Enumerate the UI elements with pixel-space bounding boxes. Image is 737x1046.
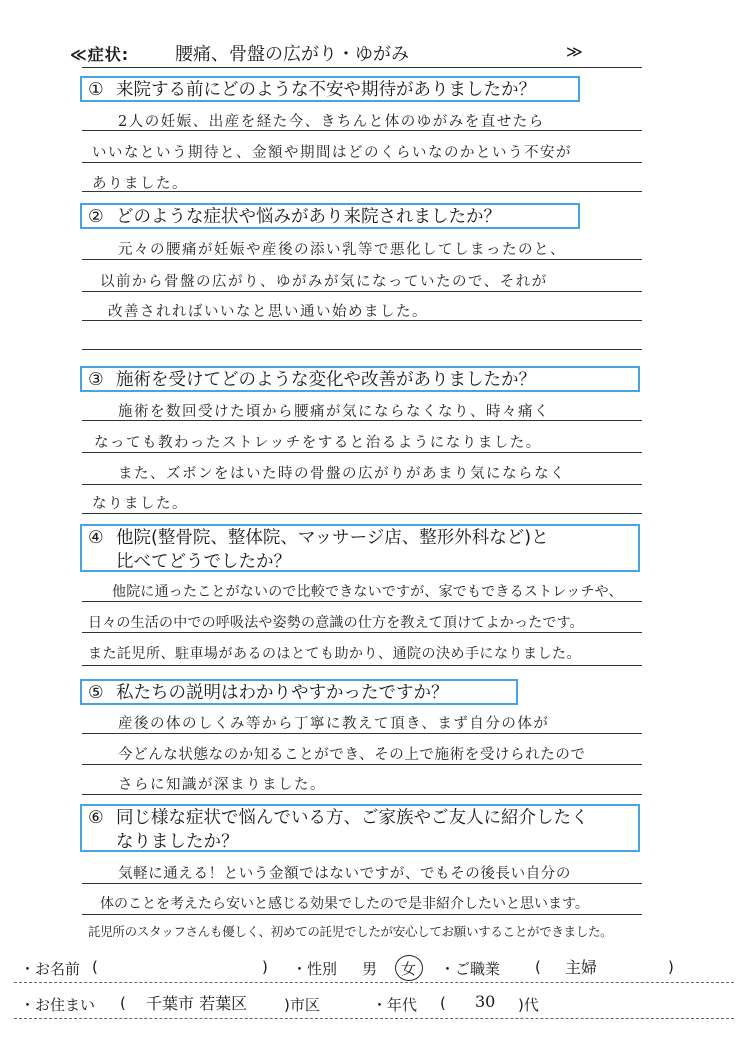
question-4-box	[80, 524, 640, 572]
ruled-line	[82, 513, 642, 514]
age-close-suffix: )代	[518, 996, 539, 1014]
question-2-number: ②	[88, 207, 104, 227]
ruled-line	[82, 320, 642, 321]
ruled-line	[82, 420, 642, 421]
question-4-number: ④	[88, 528, 104, 548]
question-1-text: 来院する前にどのような不安や期待がありましたか？	[116, 80, 536, 100]
name-close-paren: )	[262, 958, 268, 976]
answer-4-line-3: また託児所、駐車場があるのはとても助かり、通院の決め手になりました。	[88, 646, 581, 662]
name-label: ・お名前	[20, 960, 81, 978]
job-label: ・ご職業	[440, 960, 501, 978]
question-1-box	[80, 76, 580, 102]
answer-3-line-4: なりました。	[92, 496, 188, 512]
question-1-number: ①	[88, 80, 104, 100]
answer-6-line-2: 体のことを考えたら安いと感じる効果でしたので是非紹介したいと思います。	[100, 896, 589, 912]
address-value: 千葉市 若葉区	[146, 994, 248, 1013]
ruled-line	[82, 733, 642, 734]
symptom-value: 腰痛、骨盤の広がり・ゆがみ	[175, 44, 409, 65]
question-2-text: どのような症状や悩みがあり来院されましたか？	[116, 207, 501, 227]
name-open-paren: (	[92, 958, 98, 976]
answer-2-line-1: 元々の腰痛が妊娠や産後の添い乳等で悪化してしまったのと、	[118, 242, 566, 258]
question-3-text: 施術を受けてどのような変化や改善がありましたか？	[116, 370, 536, 390]
question-5-number: ⑤	[88, 683, 104, 703]
question-6-number: ⑥	[88, 808, 104, 828]
answer-3-line-1: 施術を数回受けた頃から腰痛が気にならなくなり、時々痛く	[118, 404, 550, 420]
ruled-line	[82, 665, 642, 666]
question-3-number: ③	[88, 370, 104, 390]
ruled-line	[82, 130, 642, 131]
answer-5-line-1: 産後の体のしくみ等から丁寧に教えて頂き、まず自分の体が	[118, 716, 550, 732]
ruled-line	[82, 349, 642, 350]
gender-female: 女	[401, 960, 417, 978]
question-6-box	[80, 804, 640, 852]
answer-6-line-1: 気軽に通える！という金額ではないですが、でもその後長い自分の	[118, 866, 571, 882]
ruled-line	[82, 484, 642, 485]
address-open-paren: (	[120, 994, 126, 1012]
job-value: 主婦	[565, 958, 598, 977]
answer-1-line-3: ありました。	[92, 176, 188, 192]
answer-2-line-3: 改善されればいいなと思い通い始めました。	[108, 304, 428, 320]
footer-divider	[14, 982, 734, 983]
age-value: 30	[475, 992, 496, 1011]
gender-label: ・性別	[292, 960, 338, 978]
job-close-paren: )	[668, 958, 674, 976]
question-4-text-line-2: 比べてどうでしたか？	[116, 552, 291, 572]
gender-male: 男	[362, 960, 378, 978]
header-underline	[82, 67, 642, 68]
answer-1-line-1: 2人の妊娠、出産を経た今、きちんと体のゆがみを直せたら	[118, 114, 545, 130]
ruled-line	[82, 162, 642, 163]
question-4-text: 他院(整骨院、整体院、マッサージ店、整形外科など)と	[116, 528, 549, 548]
ruled-line	[82, 452, 642, 453]
ruled-line	[82, 291, 642, 292]
ruled-line	[82, 632, 642, 633]
question-6-text: 同じ様な症状で悩んでいる方、ご家族やご友人に紹介したく	[116, 808, 589, 828]
symptom-close-bracket: ≫	[566, 42, 583, 61]
address-label: ・お住まい	[20, 996, 96, 1014]
question-5-text: 私たちの説明はわかりやすかったですか？	[116, 683, 449, 703]
answer-2-line-2: 以前から骨盤の広がり、ゆがみが気になっていたので、それが	[100, 274, 548, 290]
age-label: ・年代	[372, 996, 418, 1014]
symptom-label: ≪症状:	[70, 45, 130, 64]
answer-3-line-3: また、ズボンをはいた時の骨盤の広がりがあまり気にならなく	[118, 466, 566, 482]
answer-5-line-3: さらに知識が深まりました。	[118, 777, 326, 793]
answer-4-line-2: 日々の生活の中での呼吸法や姿勢の意識の仕方を教えて頂けてよかったです。	[88, 615, 584, 631]
footer-divider	[14, 1018, 734, 1019]
answer-6-line-3: 託児所のスタッフさんも優しく、初めての託児でしたが安心してお願いすることができました。	[88, 924, 613, 939]
ruled-line	[82, 794, 642, 795]
question-3-box	[80, 366, 640, 392]
ruled-line	[82, 259, 642, 260]
answer-3-line-2: なっても教わったストレッチをすると治るようになりました。	[94, 435, 542, 451]
ruled-line	[82, 601, 642, 602]
question-5-box	[80, 679, 518, 705]
answer-1-line-2: いいなという期待と、金額や期間はどのくらいなのかという不安が	[92, 145, 572, 161]
age-open-paren: (	[440, 994, 446, 1012]
address-close-suffix: )市区	[284, 996, 320, 1014]
question-2-box	[80, 203, 580, 229]
question-6-text-line-2: なりましたか？	[116, 832, 239, 852]
ruled-line	[82, 914, 642, 915]
ruled-line	[82, 883, 642, 884]
ruled-line	[82, 764, 642, 765]
job-open-paren: (	[535, 958, 541, 976]
answer-5-line-2: 今どんな状態なのか知ることができ、その上で施術を受けられたので	[118, 747, 586, 763]
answer-4-line-1: 他院に通ったことがないので比較できないですが、家でもできるストレッチや、	[112, 584, 623, 600]
ruled-line	[82, 191, 642, 192]
